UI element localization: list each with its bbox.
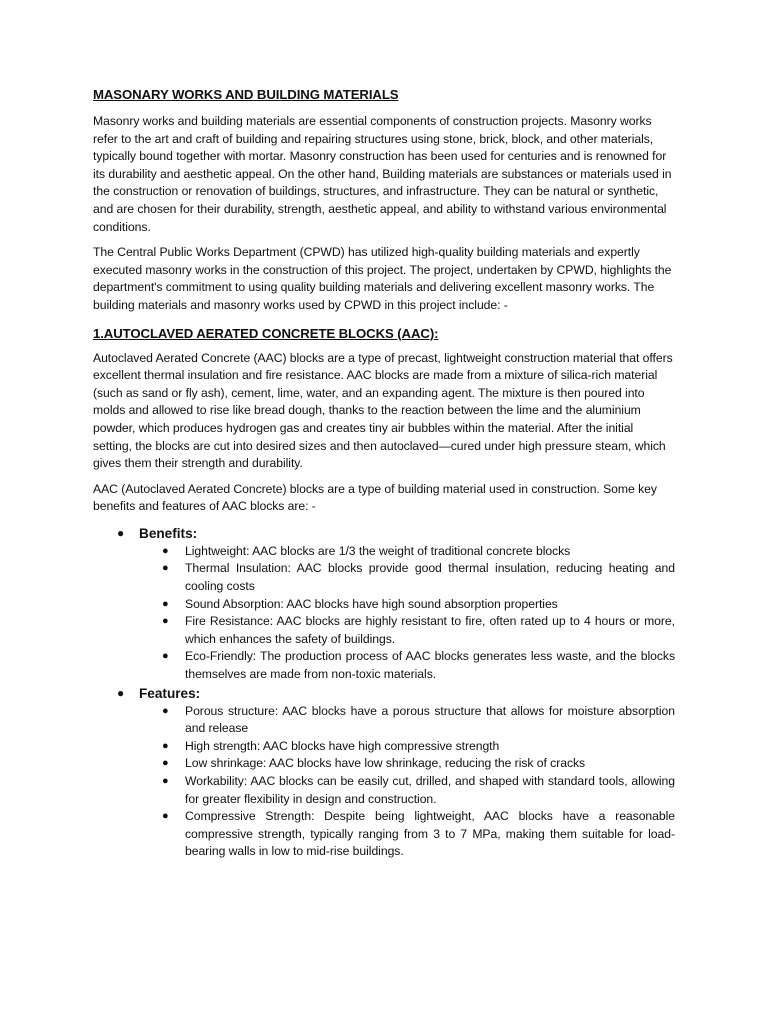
bullet-icon: ● [162,810,169,823]
aac-intro-paragraph: AAC (Autoclaved Aerated Concrete) blocks are a type of building material used in construction. Some key benefits and features of AAC blocks are: - [93,481,657,514]
section-heading-aac: 1.AUTOCLAVED AERATED CONCRETE BLOCKS (AAC): [93,325,439,341]
cpwd-paragraph: The Central Public Works Department (CPWD) has utilized high-quality building materials and expertly executed masonry works in the construction of this project. The project, undertaken by CPWD, highlights the department's commitment to using quality building materials and delivering excellent masonry works. The building materials and masonry works used by CPWD in this project include: - [93,245,672,312]
list-item [139,773,675,808]
bullet-icon: ● [162,597,169,610]
benefits-list [139,543,675,684]
features-list [139,703,675,861]
list-item [139,703,675,738]
list-item [139,738,675,756]
bullet-icon: ● [117,525,125,540]
list-item [139,560,675,595]
list-item [139,543,675,561]
features-group [93,684,675,861]
list-item [139,596,675,614]
bullet-icon: ● [162,650,169,663]
bullet-icon: ● [117,685,125,700]
features-label: Features: [139,685,201,701]
list-item-text: Eco-Friendly: The production process of AAC blocks generates less waste, and the blocks themselves are made from non-toxic materials. [185,649,675,682]
aac-list [93,524,675,861]
bullet-icon: ● [162,615,169,628]
document-page [93,86,675,861]
list-item-text: Sound Absorption: AAC blocks have high sound absorption properties [185,596,558,611]
list-item-text: Lightweight: AAC blocks are 1/3 the weight of traditional concrete blocks [185,543,571,558]
bullet-icon: ● [162,757,169,770]
list-item-text: Porous structure: AAC blocks have a porous structure that allows for moisture absorption and release [185,703,675,736]
bullet-icon: ● [162,704,169,717]
list-item-text: Workability: AAC blocks can be easily cut, drilled, and shaped with standard tools, allowing for greater flexibility in design and construction. [185,774,675,806]
list-item [139,648,675,683]
document-title: MASONARY WORKS AND BUILDING MATERIALS [93,87,399,102]
bullet-icon: ● [162,775,169,787]
bullet-icon: ● [162,739,169,752]
list-item-text: Low shrinkage: AAC blocks have low shrinkage, reducing the risk of cracks [185,756,586,771]
list-item-text: High strength: AAC blocks have high compressive strength [185,738,500,753]
list-item-text: Compressive Strength: Despite being lightweight, AAC blocks have a reasonable compressive strength, typically ranging from 3 to 7 MPa, making them suitable for load-bearing walls in low to mid-rise buildings. [185,809,675,859]
intro-paragraph: Masonry works and building materials are essential components of construction projects. Masonry works refer to the art and craft of building and repairing structures using stone, brick, block, and other materials, typically bound together with mortar. Masonry construction has been used for centuries and is renowned for its durability and aesthetic appeal. On the other hand, Building materials are substances or materials used in the construction or renovation of buildings, structures, and infrastructure. They can be natural or synthetic, and are chosen for their durability, strength, aesthetic appeal, and ability to withstand various environmental conditions. [93,114,672,234]
bullet-icon: ● [162,562,169,575]
list-item [139,808,675,861]
aac-description-paragraph: Autoclaved Aerated Concrete (AAC) blocks are a type of precast, lightweight construction material that offers excellent thermal insulation and fire resistance. AAC blocks are made from a mixture of silica-rich material (such as sand or fly ash), cement, lime, water, and an expanding agent. The mixture is then poured into molds and allowed to rise like bread dough, thanks to the reaction between the lime and the aluminium powder, which produces hydrogen gas and creates tiny air bubbles within the material. After the initial setting, the blocks are cut into desired sizes and then autoclaved—cured under high pressure steam, which gives them their strength and durability. [93,350,673,471]
bullet-icon: ● [162,544,169,557]
list-item-text: Fire Resistance: AAC blocks are highly resistant to fire, often rated up to 4 hours or more, which enhances the safety of buildings. [185,614,675,646]
list-item [139,755,675,773]
benefits-label: Benefits: [139,525,198,541]
list-item [139,613,675,648]
benefits-group [93,524,675,684]
list-item-text: Thermal Insulation: AAC blocks provide good thermal insulation, reducing heating and cooling costs [185,561,675,594]
